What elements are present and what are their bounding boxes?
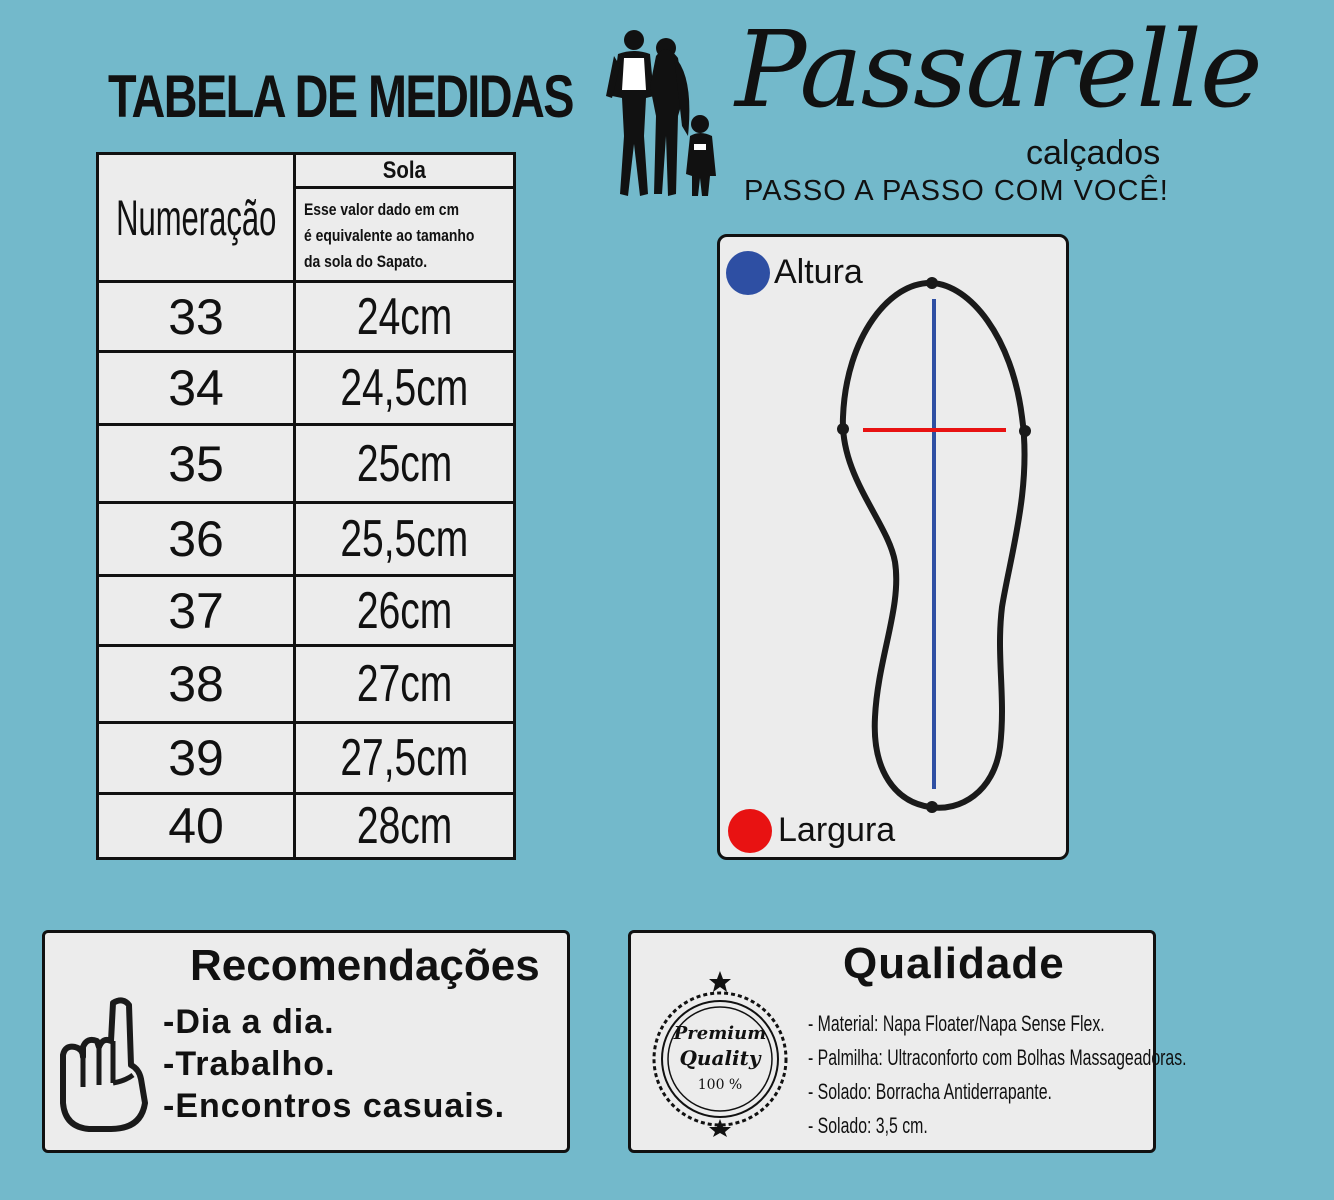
sole-cell: 25,5cm — [340, 510, 469, 568]
sole-cell: 27,5cm — [340, 729, 469, 787]
sole-note: Esse valor dado em cm é equivalente ao tamanho da sola do Sapato. — [296, 189, 513, 283]
sole-column-header: Sola — [296, 155, 513, 189]
brand-tagline: PASSO A PASSO COM VOCÊ! — [744, 175, 1169, 207]
size-cell: 33 — [99, 283, 296, 350]
premium-quality-seal-icon — [645, 967, 795, 1137]
size-cell: 38 — [99, 647, 296, 721]
recommendation-item: -Dia a dia. — [163, 1003, 335, 1041]
quality-title: Qualidade — [843, 939, 1065, 988]
sole-cell: 27cm — [356, 655, 453, 713]
brand-name: Passarelle — [735, 8, 1261, 131]
recommendations-title: Recomendações — [190, 941, 540, 990]
size-cell: 34 — [99, 353, 296, 423]
table-row — [99, 577, 513, 647]
size-table — [96, 152, 516, 860]
size-cell: 39 — [99, 724, 296, 792]
quality-item: - Solado: Borracha Antiderrapante. — [808, 1079, 1052, 1104]
sole-cell: 24,5cm — [340, 359, 469, 417]
seal-quality-text: Quality — [679, 1046, 761, 1070]
size-cell: 40 — [99, 795, 296, 857]
sole-cell: 24cm — [356, 287, 453, 346]
sole-cell: 26cm — [356, 581, 453, 640]
size-column-header: Numeração — [99, 155, 296, 283]
page-title: TABELA DE MEDIDAS — [108, 63, 573, 130]
brand-subtitle: calçados — [1026, 134, 1161, 172]
table-row — [99, 353, 513, 426]
table-row — [99, 647, 513, 724]
quality-item: - Solado: 3,5 cm. — [808, 1113, 928, 1138]
seal-percent-text: 100 % — [697, 1077, 743, 1093]
table-row — [99, 795, 513, 857]
table-row — [99, 504, 513, 577]
table-row — [99, 724, 513, 795]
table-row — [99, 283, 513, 353]
quality-item: - Material: Napa Floater/Napa Sense Flex. — [808, 1011, 1105, 1036]
height-legend-label: Altura — [774, 253, 863, 291]
quality-panel — [628, 930, 1187, 1153]
insole-outline-icon — [720, 237, 1066, 857]
width-legend-label: Largura — [778, 811, 896, 849]
quality-item: - Palmilha: Ultraconforto com Bolhas Massageadoras. — [808, 1045, 1187, 1070]
pointing-hand-icon — [59, 995, 155, 1133]
sole-cell: 25cm — [356, 434, 453, 493]
family-silhouette-icon — [604, 26, 724, 206]
seal-premium-text: Premium — [673, 1023, 767, 1044]
measurement-diagram — [717, 234, 1069, 860]
recommendation-item: -Trabalho. — [163, 1045, 336, 1083]
size-cell: 37 — [99, 577, 296, 644]
size-cell: 36 — [99, 504, 296, 574]
table-row — [99, 426, 513, 504]
size-cell: 35 — [99, 426, 296, 501]
recommendation-item: -Encontros casuais. — [163, 1087, 506, 1125]
recommendations-panel — [42, 930, 570, 1153]
sole-cell: 28cm — [356, 797, 453, 855]
